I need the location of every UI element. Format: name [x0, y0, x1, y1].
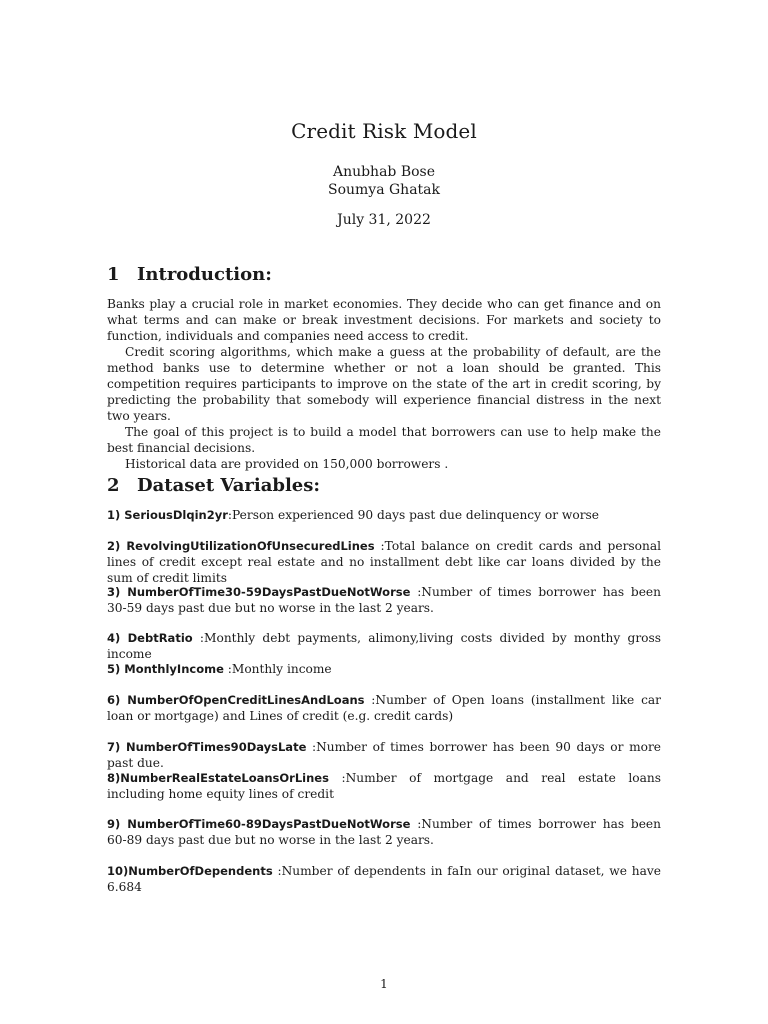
variable-name: 4) DebtRatio [107, 631, 193, 645]
section-number: 1 [107, 264, 120, 285]
variable-item [107, 770, 661, 802]
paragraph: Banks play a crucial role in market economies. They decide who can get finance and on what terms and can make or break investment decisions. For markets and society to function, individuals and companies need access to credit. [107, 297, 661, 343]
variable-name: 1) SeriousDlqin2yr [107, 508, 228, 522]
variable-item [107, 584, 661, 616]
document-title: Credit Risk Model [291, 119, 477, 143]
paragraph: Historical data are provided on 150,000 borrowers . [125, 457, 449, 471]
variable-item [107, 816, 661, 848]
variable-name: 3) NumberOfTime30-59DaysPastDueNotWorse [107, 585, 411, 599]
page-number: 1 [380, 977, 388, 991]
variable-name: 10)NumberOfDependents [107, 864, 273, 878]
variable-description: :Total balance on credit cards and personal lines of credit except real estate and no installment debt like car loans divided by the sum of credit limits [107, 539, 661, 585]
section-heading-dataset-variables [107, 475, 320, 496]
variable-description: :Number of times borrower has been 60-89 days past due but no worse in the last 2 years. [107, 817, 661, 847]
variable-item [107, 630, 661, 662]
variable-item [107, 507, 661, 523]
section-title: Introduction: [137, 264, 272, 285]
section-heading-introduction [107, 264, 272, 285]
variable-name: 6) NumberOfOpenCreditLinesAndLoans [107, 693, 365, 707]
variable-name: 9) NumberOfTime60-89DaysPastDueNotWorse [107, 817, 411, 831]
document-date: July 31, 2022 [337, 212, 431, 228]
variable-name: 8)NumberRealEstateLoansOrLines [107, 771, 329, 785]
paragraph: The goal of this project is to build a model that borrowers can use to help make the best financial decisions. [107, 425, 661, 455]
variable-item [107, 692, 661, 724]
variable-description: :Number of times borrower has been 90 days or more past due. [107, 740, 661, 770]
variable-description: :Number of mortgage and real estate loans including home equity lines of credit [107, 771, 661, 801]
variable-description: :Number of dependents in faIn our original dataset, we have 6.684 [107, 864, 661, 894]
variable-name: 7) NumberOfTimes90DaysLate [107, 740, 307, 754]
paragraph: Credit scoring algorithms, which make a guess at the probability of default, are the method banks use to determine whether or not a loan should be granted. This competition requires participants to improve on the state of the art in credit scoring, by predicting the probability that somebody will experience financial distress in the next two years. [107, 345, 661, 423]
variable-item [107, 661, 661, 677]
variable-item [107, 863, 661, 895]
variable-description: :Monthly income [223, 662, 332, 676]
author-name: Anubhab Bose [332, 164, 436, 180]
section-number: 2 [107, 475, 120, 496]
variable-name: 2) RevolvingUtilizationOfUnsecuredLines [107, 539, 375, 553]
variable-description: :Number of Open loans (installment like car loan or mortgage) and Lines of credit (e.g. credit cards) [107, 693, 661, 723]
variable-item [107, 538, 661, 586]
variable-description: :Number of times borrower has been 30-59 days past due but no worse in the last 2 years. [107, 585, 661, 615]
variable-item [107, 739, 661, 771]
variable-description: :Person experienced 90 days past due delinquency or worse [227, 508, 599, 522]
introduction-body [107, 296, 661, 472]
variable-description: :Monthly debt payments, alimony,living costs divided by monthy gross income [107, 631, 661, 661]
section-title: Dataset Variables: [137, 475, 321, 496]
author-name: Soumya Ghatak [327, 182, 441, 198]
variable-name: 5) MonthlyIncome [107, 662, 224, 676]
